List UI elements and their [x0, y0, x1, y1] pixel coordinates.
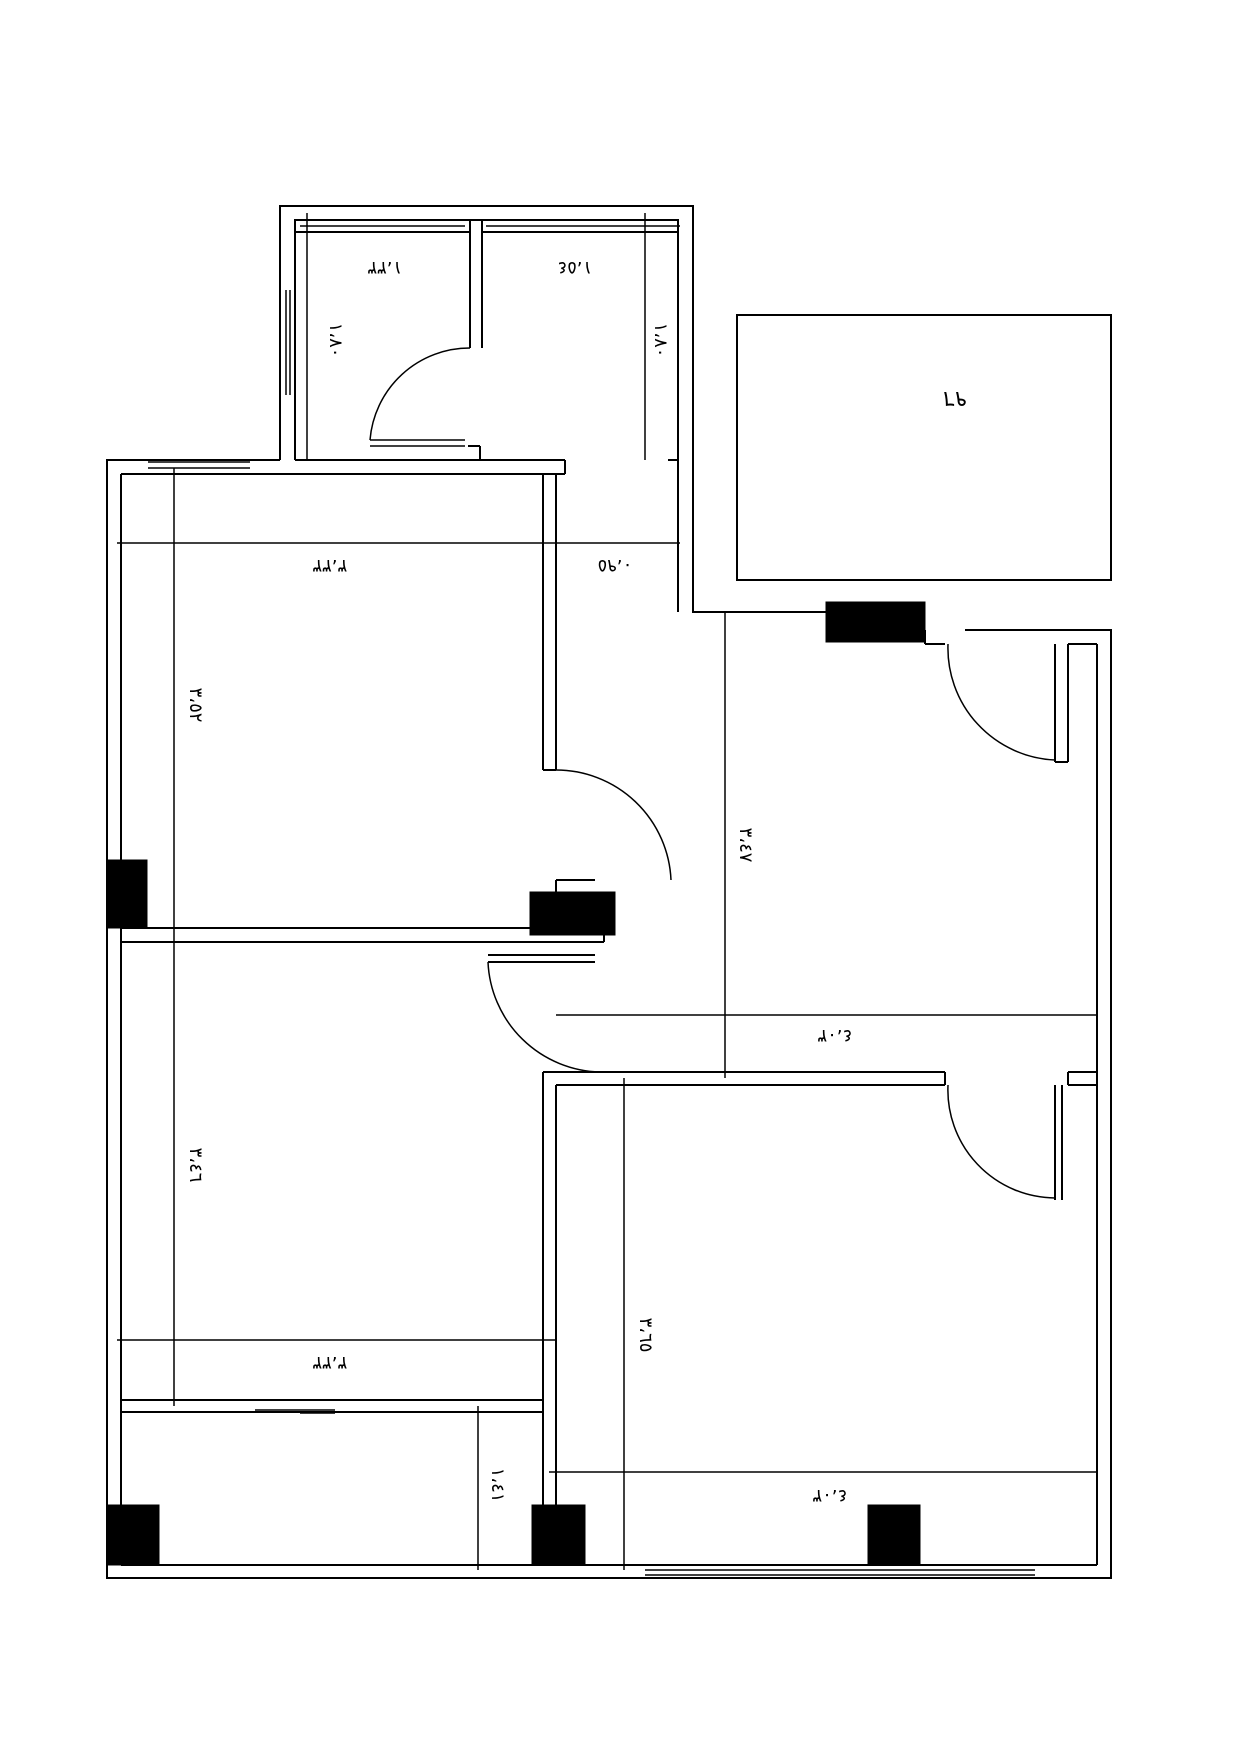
info-box	[737, 315, 1111, 580]
dim-bed-mid-height: ٣،٤٦	[185, 1147, 206, 1183]
dim-bed-large-height: ٣،٦٥	[635, 1317, 656, 1353]
dim-reception-width: ٤،٠٣	[817, 1025, 853, 1046]
dim-kitchen-width: ١،٥٤	[557, 257, 593, 278]
dim-bed-large-width: ٤،٠٣	[812, 1485, 848, 1506]
dim-balcony-height: ١،٤١	[487, 1467, 508, 1503]
doors	[370, 348, 1055, 1198]
dim-reception-height: ٣،٤٧	[735, 827, 756, 863]
dim-bed-top-width: ٣،٣٣	[312, 555, 348, 576]
columns	[107, 602, 925, 1565]
dim-bath-width: ١،٣٣	[367, 257, 403, 278]
dim-bed-top-height: ٣،٥٢	[185, 687, 206, 723]
dimension-labels	[185, 257, 852, 1506]
dim-corridor-width: ٠،٩٥	[597, 555, 633, 576]
dim-bath-height: ١،٨٠	[325, 322, 346, 358]
info-line1-value: ٩٦	[943, 386, 967, 411]
dim-bed-mid-width: ٣،٣٣	[312, 1352, 348, 1373]
reception-walls	[488, 630, 1097, 1565]
dim-kitchen-height: ١،٨٠	[650, 322, 671, 358]
